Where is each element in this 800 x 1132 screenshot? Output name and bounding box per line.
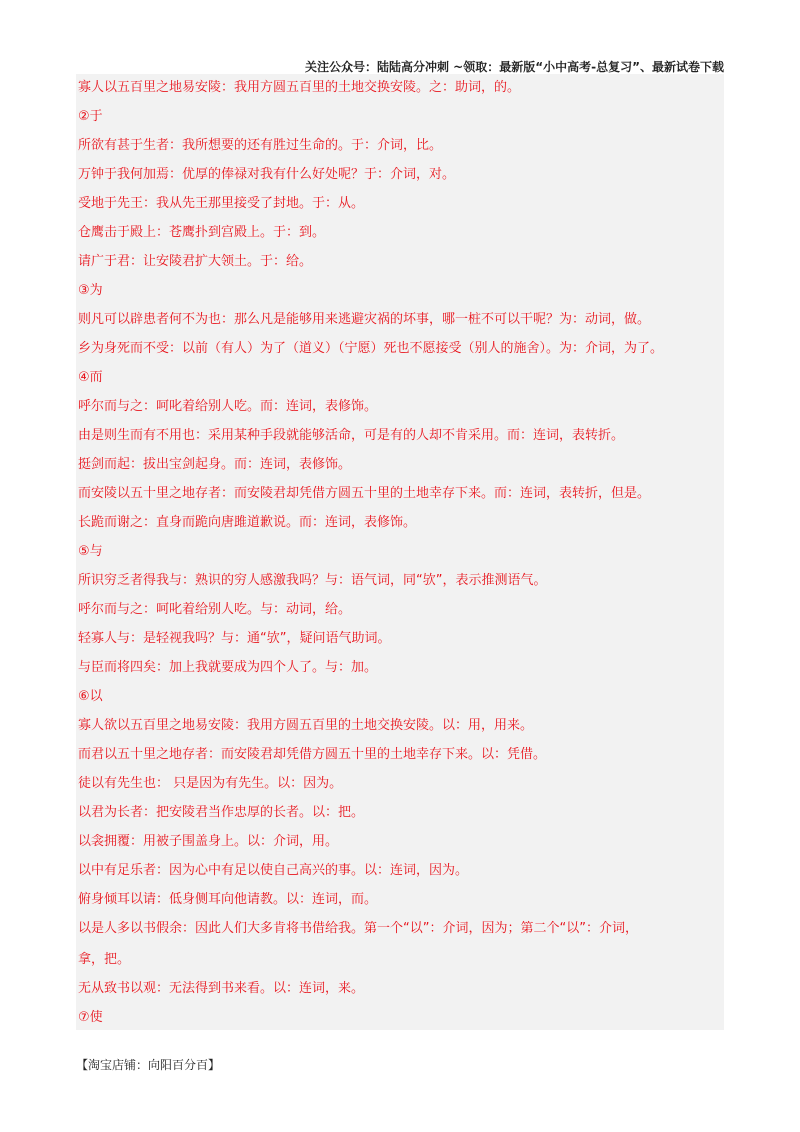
section-heading: ⑤与: [78, 544, 103, 559]
text-line-continuation: 拿，把。: [78, 952, 131, 967]
section-heading: ⑦使: [78, 1010, 103, 1025]
text-line: 乡为身死而不受：以前（有人）为了（道义）（宁愿）死也不愿接受（别人的施舍）。为：介词，为了。: [78, 341, 664, 356]
text-line: 无从致书以观：无法得到书来看。以：连词，来。: [78, 981, 365, 996]
text-line: 受地于先王：我从先王那里接受了封地。于：从。: [78, 196, 365, 211]
text-line: 所识穷乏者得我与：熟识的穷人感激我吗？与：语气词，同“欤”，表示推测语气。: [78, 573, 547, 588]
section-heading: ④而: [78, 370, 103, 385]
section-heading: ③为: [78, 283, 103, 298]
footer-shop-text: 【淘宝店铺：向阳百分百】: [76, 1058, 221, 1072]
text-line: 由是则生而有不用也：采用某种手段就能够活命，可是有的人却不肯采用。而：连词，表转折。: [78, 428, 625, 443]
text-line: 而君以五十里之地存者：而安陵君却凭借方圆五十里的土地幸存下来。以：凭借。: [78, 747, 547, 762]
text-line: 以中有足乐者：因为心中有足以使自己高兴的事。以：连词，因为。: [78, 863, 469, 878]
text-line: 呼尔而与之：呵叱着给别人吃。与：动词，给。: [78, 602, 352, 617]
text-line: 请广于君：让安陵君扩大领土。于：给。: [78, 254, 313, 269]
text-line: 则凡可以辟患者何不为也：那么凡是能够用来逃避灾祸的坏事，哪一桩不可以干呢？为：动词，做。: [78, 312, 651, 327]
text-line: 长跪而谢之：直身而跪向唐雎道歉说。而：连词，表修饰。: [78, 515, 417, 530]
text-line: 寡人以五百里之地易安陵：我用方圆五百里的土地交换安陵。之：助词，的。: [78, 80, 521, 95]
text-line: 呼尔而与之：呵叱着给别人吃。而：连词，表修饰。: [78, 399, 378, 414]
section-heading: ⑥以: [78, 689, 103, 704]
text-line: 以衾拥覆：用被子围盖身上。以：介词，用。: [78, 834, 339, 849]
text-line: 万钟于我何加焉：优厚的俸禄对我有什么好处呢？于：介词，对。: [78, 167, 456, 182]
text-line: 挺剑而起：拔出宝剑起身。而：连词，表修饰。: [78, 457, 352, 472]
text-line: 仓鹰击于殿上：苍鹰扑到宫殿上。于：到。: [78, 225, 326, 240]
text-line: 以君为长者：把安陵君当作忠厚的长者。以：把。: [78, 805, 365, 820]
document-body: [76, 74, 724, 1030]
section-heading: ②于: [78, 109, 103, 124]
text-line: 徒以有先生也： 只是因为有先生。以：因为。: [78, 776, 343, 791]
text-line: 以是人多以书假余：因此人们大多肯将书借给我。第一个“以”：介词，因为；第二个“以”：介词，: [78, 921, 638, 936]
text-line: 寡人欲以五百里之地易安陵：我用方圆五百里的土地交换安陵。以：用，用来。: [78, 718, 534, 733]
text-line: 与臣而将四矣：加上我就要成为四个人了。与：加。: [78, 660, 378, 675]
header-promo-text: 关注公众号：陆陆高分冲刺 ~领取：最新版“小中高考-总复习”、最新试卷下载: [305, 60, 724, 74]
text-line: 俯身倾耳以请：低身侧耳向他请教。以：连词，而。: [78, 892, 378, 907]
text-line: 所欲有甚于生者：我所想要的还有胜过生命的。于：介词，比。: [78, 138, 443, 153]
text-line: 轻寡人与：是轻视我吗？与：通“欤”，疑问语气助词。: [78, 631, 391, 646]
text-line: 而安陵以五十里之地存者：而安陵君却凭借方圆五十里的土地幸存下来。而：连词，表转折，但是。: [78, 486, 651, 501]
